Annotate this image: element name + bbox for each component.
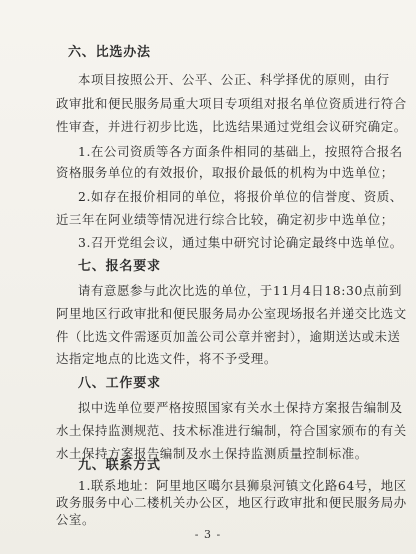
paragraph-line: 1.联系地址：阿里地区噶尔县狮泉河镇文化路64号，地区 (78, 478, 407, 493)
paragraph-line: 2.如存在报价相同的单位，将报价单位的信誉度、资质、 (78, 189, 403, 204)
paragraph-line: 性审查，并进行初步比选，比选结果通过党组会议研究确定。 (56, 119, 407, 134)
paragraph-line: 政审批和便民服务局重大项目专项组对报名单位资质进行符合 (56, 96, 407, 111)
paragraph-line: 水土保持监测规范、技术标准进行编制，符合国家颁布的有关 (56, 423, 407, 438)
section-heading-seven: 七、报名要求 (78, 259, 161, 274)
paragraph-line: 近三年在阿业绩等情况进行综合比较，确定初步中选单位； (56, 212, 394, 227)
paragraph-line: 水土保持方案报告编制及水土保持监测质量控制标准。 (56, 446, 368, 461)
section-heading-nine: 九、联系方式 (78, 458, 161, 473)
paragraph-line: 资格服务单位的有效报价，取报价最低的机构为中选单位； (56, 165, 394, 180)
paragraph-line: 本项目按照公开、公平、公正、科学择优的原则，由行 (78, 72, 390, 87)
section-heading-eight: 八、工作要求 (78, 376, 161, 391)
paragraph-line: 1.在公司资质等各方面条件相同的基础上，按照符合报名 (78, 144, 403, 159)
paragraph-line: 拟中选单位要严格按照国家有关水土保持方案报告编制及 (78, 400, 403, 415)
page-number: - 3 - (194, 528, 222, 541)
section-heading-six: 六、比选办法 (68, 45, 151, 60)
paragraph-line: 政务服务中心二楼机关办公区，地区行政审批和便民服务局办 (56, 495, 407, 510)
paragraph-line: 公室。 (56, 512, 95, 527)
paragraph-line: 达指定地点的比选文件，将不予受理。 (56, 351, 277, 366)
paragraph-line: 请有意愿参与此次比选的单位，于11月4日18:30点前到 (78, 283, 402, 298)
paragraph-line: 3.召开党组会议，通过集中研究讨论确定最终中选单位。 (78, 235, 403, 250)
paragraph-line: 阿里地区行政审批和便民服务局办公室现场报名并递交比选文 (56, 306, 407, 321)
paragraph-line: 件（比选文件需逐页加盖公司公章并密封），逾期送达或未送 (56, 329, 401, 344)
